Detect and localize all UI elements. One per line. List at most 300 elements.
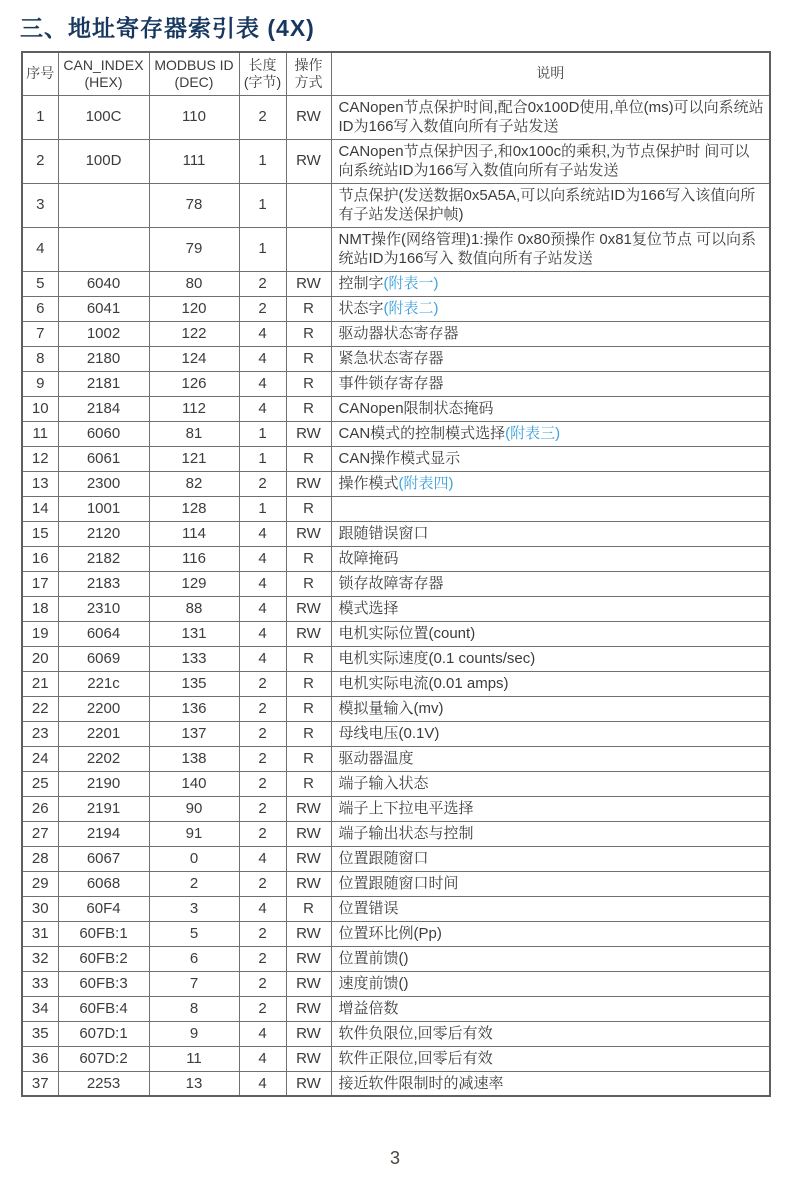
header-description	[331, 52, 770, 95]
header-operation-mode	[286, 52, 331, 95]
cell-operation-mode: RW	[286, 1046, 331, 1071]
cell-modbus-id: 88	[149, 596, 239, 621]
header-modbus-id	[149, 52, 239, 95]
cell-description	[331, 396, 770, 421]
cell-length: 4	[239, 321, 286, 346]
cell-operation-mode: RW	[286, 621, 331, 646]
cell-modbus-id: 8	[149, 996, 239, 1021]
cell-description	[331, 371, 770, 396]
cell-can-index: 6068	[58, 871, 149, 896]
cell-can-index: 1001	[58, 496, 149, 521]
cell-can-index: 2183	[58, 571, 149, 596]
cell-operation-mode: R	[286, 321, 331, 346]
cell-serial-number: 20	[22, 646, 58, 671]
cell-description	[331, 596, 770, 621]
description-text: 控制字	[338, 274, 384, 292]
cell-operation-mode: RW	[286, 871, 331, 896]
table-row	[22, 396, 770, 421]
cell-description	[331, 996, 770, 1021]
cell-can-index: 60F4	[58, 896, 149, 921]
cell-length: 1	[239, 183, 286, 227]
register-index-table	[21, 51, 771, 1097]
cell-operation-mode: R	[286, 746, 331, 771]
description-text: 紧急状态寄存器	[338, 349, 444, 367]
cell-length: 2	[239, 771, 286, 796]
cell-description	[331, 1021, 770, 1046]
cell-description	[331, 1046, 770, 1071]
cell-operation-mode: R	[286, 496, 331, 521]
cell-modbus-id: 9	[149, 1021, 239, 1046]
cell-description	[331, 321, 770, 346]
cell-serial-number: 1	[22, 95, 58, 139]
cell-can-index: 6067	[58, 846, 149, 871]
cell-description	[331, 671, 770, 696]
cell-can-index: 2194	[58, 821, 149, 846]
cell-description	[331, 1071, 770, 1096]
cell-serial-number: 5	[22, 271, 58, 296]
cell-modbus-id: 133	[149, 646, 239, 671]
cell-operation-mode: RW	[286, 521, 331, 546]
cell-description	[331, 946, 770, 971]
table-row	[22, 946, 770, 971]
cell-serial-number: 21	[22, 671, 58, 696]
table-row	[22, 1046, 770, 1071]
table-row	[22, 546, 770, 571]
appendix-link[interactable]: (附表一)	[383, 274, 439, 292]
cell-modbus-id: 138	[149, 746, 239, 771]
cell-modbus-id: 140	[149, 771, 239, 796]
cell-serial-number: 33	[22, 971, 58, 996]
cell-modbus-id: 80	[149, 271, 239, 296]
cell-modbus-id: 116	[149, 546, 239, 571]
description-text: 模拟量输入(mv)	[338, 699, 444, 717]
cell-serial-number: 12	[22, 446, 58, 471]
cell-operation-mode: R	[286, 896, 331, 921]
cell-can-index: 6069	[58, 646, 149, 671]
table-row	[22, 621, 770, 646]
cell-serial-number: 7	[22, 321, 58, 346]
cell-operation-mode: RW	[286, 996, 331, 1021]
cell-can-index: 6040	[58, 271, 149, 296]
cell-description	[331, 796, 770, 821]
cell-length: 1	[239, 227, 286, 271]
cell-description	[331, 846, 770, 871]
cell-can-index: 2310	[58, 596, 149, 621]
description-text: 电机实际速度(0.1 counts/sec)	[338, 649, 536, 667]
cell-can-index: 6060	[58, 421, 149, 446]
description-text: 软件负限位,回零后有效	[338, 1024, 493, 1042]
cell-length: 2	[239, 946, 286, 971]
cell-description	[331, 546, 770, 571]
cell-can-index: 2181	[58, 371, 149, 396]
cell-serial-number: 4	[22, 227, 58, 271]
description-text: 故障掩码	[338, 549, 399, 567]
cell-length: 2	[239, 996, 286, 1021]
cell-modbus-id: 5	[149, 921, 239, 946]
cell-length: 1	[239, 446, 286, 471]
header-text: (字节)	[243, 73, 282, 90]
cell-operation-mode	[286, 227, 331, 271]
description-text: 事件锁存寄存器	[338, 374, 444, 392]
cell-length: 4	[239, 596, 286, 621]
table-row	[22, 696, 770, 721]
cell-description	[331, 139, 770, 183]
cell-serial-number: 31	[22, 921, 58, 946]
cell-modbus-id: 128	[149, 496, 239, 521]
cell-modbus-id: 6	[149, 946, 239, 971]
cell-modbus-id: 110	[149, 95, 239, 139]
cell-modbus-id: 112	[149, 396, 239, 421]
cell-can-index: 2120	[58, 521, 149, 546]
cell-operation-mode: RW	[286, 971, 331, 996]
cell-length: 4	[239, 846, 286, 871]
cell-serial-number: 32	[22, 946, 58, 971]
cell-operation-mode: RW	[286, 139, 331, 183]
description-text: CAN操作模式显示	[338, 449, 461, 467]
cell-description	[331, 446, 770, 471]
cell-description	[331, 95, 770, 139]
cell-operation-mode: R	[286, 771, 331, 796]
header-text: (DEC)	[174, 73, 214, 90]
table-row	[22, 971, 770, 996]
cell-can-index: 2191	[58, 796, 149, 821]
header-can-index	[58, 52, 149, 95]
cell-serial-number: 14	[22, 496, 58, 521]
table-row	[22, 271, 770, 296]
cell-modbus-id: 121	[149, 446, 239, 471]
cell-operation-mode	[286, 183, 331, 227]
table-row	[22, 896, 770, 921]
cell-description	[331, 821, 770, 846]
appendix-link[interactable]: (附表四)	[398, 474, 454, 492]
cell-operation-mode: RW	[286, 796, 331, 821]
cell-operation-mode: RW	[286, 271, 331, 296]
cell-serial-number: 26	[22, 796, 58, 821]
cell-modbus-id: 82	[149, 471, 239, 496]
cell-modbus-id: 3	[149, 896, 239, 921]
cell-can-index: 100C	[58, 95, 149, 139]
cell-serial-number: 29	[22, 871, 58, 896]
cell-operation-mode: RW	[286, 846, 331, 871]
description-text: 速度前馈()	[338, 974, 409, 992]
cell-operation-mode: RW	[286, 821, 331, 846]
description-text: NMT操作(网络管理)1:操作 0x80预操作 0x81复位节点 可以向系统站ID为166写入 数值向所有子站发送	[338, 230, 757, 267]
cell-modbus-id: 122	[149, 321, 239, 346]
table-row	[22, 296, 770, 321]
cell-can-index	[58, 183, 149, 227]
cell-description	[331, 271, 770, 296]
header-length	[239, 52, 286, 95]
cell-modbus-id: 114	[149, 521, 239, 546]
description-text: 端子上下拉电平选择	[338, 799, 474, 817]
cell-length: 4	[239, 546, 286, 571]
cell-serial-number: 24	[22, 746, 58, 771]
cell-description	[331, 346, 770, 371]
table-row	[22, 446, 770, 471]
cell-operation-mode: R	[286, 346, 331, 371]
table-row	[22, 646, 770, 671]
appendix-link[interactable]: (附表三)	[505, 424, 561, 442]
cell-serial-number: 37	[22, 1071, 58, 1096]
description-text: 增益倍数	[338, 999, 399, 1017]
description-text: 电机实际位置(count)	[338, 624, 476, 642]
cell-description	[331, 746, 770, 771]
table-row	[22, 471, 770, 496]
cell-length: 2	[239, 971, 286, 996]
description-text: 软件正限位,回零后有效	[338, 1049, 493, 1067]
cell-serial-number: 3	[22, 183, 58, 227]
cell-modbus-id: 126	[149, 371, 239, 396]
cell-length: 2	[239, 671, 286, 696]
cell-length: 2	[239, 746, 286, 771]
description-text: 模式选择	[338, 599, 399, 617]
description-text: 跟随错误窗口	[338, 524, 429, 542]
cell-serial-number: 22	[22, 696, 58, 721]
page-number: 3	[389, 1148, 400, 1168]
cell-serial-number: 8	[22, 346, 58, 371]
cell-serial-number: 10	[22, 396, 58, 421]
description-text: 驱动器温度	[338, 749, 414, 767]
cell-length: 4	[239, 521, 286, 546]
description-text: 位置跟随窗口	[338, 849, 429, 867]
description-text: 位置前馈()	[338, 949, 409, 967]
cell-description	[331, 296, 770, 321]
cell-operation-mode: R	[286, 396, 331, 421]
cell-length: 2	[239, 721, 286, 746]
cell-serial-number: 28	[22, 846, 58, 871]
table-row	[22, 227, 770, 271]
cell-serial-number: 36	[22, 1046, 58, 1071]
cell-modbus-id: 135	[149, 671, 239, 696]
table-row	[22, 996, 770, 1021]
cell-description	[331, 696, 770, 721]
table-row	[22, 346, 770, 371]
cell-can-index: 2200	[58, 696, 149, 721]
description-text: 端子输入状态	[338, 774, 429, 792]
description-text: 端子输出状态与控制	[338, 824, 474, 842]
table-row	[22, 321, 770, 346]
cell-can-index: 2180	[58, 346, 149, 371]
description-text: CANopen节点保护时间,配合0x100D使用,单位(ms)可以向系统站ID为166写入数值向所有子站发送	[338, 98, 764, 135]
table-row	[22, 821, 770, 846]
cell-description	[331, 521, 770, 546]
cell-operation-mode: RW	[286, 421, 331, 446]
cell-can-index: 2300	[58, 471, 149, 496]
cell-can-index: 60FB:3	[58, 971, 149, 996]
cell-description	[331, 896, 770, 921]
description-text: 母线电压(0.1V)	[338, 724, 440, 742]
cell-description	[331, 183, 770, 227]
cell-can-index: 60FB:4	[58, 996, 149, 1021]
cell-operation-mode: R	[286, 646, 331, 671]
description-text: 位置错误	[338, 899, 399, 917]
cell-length: 4	[239, 396, 286, 421]
header-text: CAN_INDEX	[63, 56, 144, 73]
table-header-row	[22, 52, 770, 95]
description-text: CAN模式的控制模式选择	[338, 424, 506, 442]
table-row	[22, 183, 770, 227]
cell-can-index: 2253	[58, 1071, 149, 1096]
cell-length: 2	[239, 921, 286, 946]
table-row	[22, 721, 770, 746]
header-text: 操作	[294, 56, 323, 73]
cell-operation-mode: R	[286, 571, 331, 596]
cell-can-index: 2182	[58, 546, 149, 571]
cell-operation-mode: RW	[286, 1071, 331, 1096]
cell-operation-mode: RW	[286, 921, 331, 946]
cell-serial-number: 23	[22, 721, 58, 746]
cell-description	[331, 496, 770, 521]
cell-serial-number: 18	[22, 596, 58, 621]
cell-description	[331, 421, 770, 446]
cell-modbus-id: 2	[149, 871, 239, 896]
cell-modbus-id: 136	[149, 696, 239, 721]
header-serial-number	[22, 52, 58, 95]
cell-length: 4	[239, 646, 286, 671]
description-text: 位置跟随窗口时间	[338, 874, 459, 892]
table-row	[22, 921, 770, 946]
cell-operation-mode: R	[286, 696, 331, 721]
cell-operation-mode: R	[286, 371, 331, 396]
cell-description	[331, 621, 770, 646]
cell-operation-mode: RW	[286, 596, 331, 621]
header-text: MODBUS ID	[154, 56, 234, 73]
cell-operation-mode: R	[286, 446, 331, 471]
cell-serial-number: 13	[22, 471, 58, 496]
description-text: 锁存故障寄存器	[338, 574, 444, 592]
cell-modbus-id: 13	[149, 1071, 239, 1096]
cell-description	[331, 971, 770, 996]
cell-operation-mode: R	[286, 671, 331, 696]
cell-length: 4	[239, 896, 286, 921]
appendix-link[interactable]: (附表二)	[383, 299, 439, 317]
table-row	[22, 846, 770, 871]
cell-serial-number: 11	[22, 421, 58, 446]
cell-serial-number: 35	[22, 1021, 58, 1046]
cell-length: 2	[239, 871, 286, 896]
cell-can-index: 6064	[58, 621, 149, 646]
cell-description	[331, 471, 770, 496]
cell-modbus-id: 90	[149, 796, 239, 821]
header-text: 长度	[248, 56, 277, 73]
description-text: 驱动器状态寄存器	[338, 324, 459, 342]
cell-can-index: 2202	[58, 746, 149, 771]
cell-serial-number: 30	[22, 896, 58, 921]
cell-modbus-id: 0	[149, 846, 239, 871]
cell-can-index: 6041	[58, 296, 149, 321]
cell-length: 4	[239, 1071, 286, 1096]
cell-operation-mode: RW	[286, 95, 331, 139]
cell-can-index: 2201	[58, 721, 149, 746]
cell-can-index: 607D:2	[58, 1046, 149, 1071]
cell-description	[331, 571, 770, 596]
description-text: 操作模式	[338, 474, 399, 492]
cell-serial-number: 34	[22, 996, 58, 1021]
cell-serial-number: 25	[22, 771, 58, 796]
cell-serial-number: 9	[22, 371, 58, 396]
cell-can-index: 607D:1	[58, 1021, 149, 1046]
description-text: 电机实际电流(0.01 amps)	[338, 674, 509, 692]
header-text: (HEX)	[84, 73, 123, 90]
cell-length: 2	[239, 471, 286, 496]
cell-can-index: 60FB:2	[58, 946, 149, 971]
description-text: 接近软件限制时的减速率	[338, 1074, 504, 1092]
cell-length: 4	[239, 1046, 286, 1071]
page-title: 三、地址寄存器索引表 (4X)	[20, 15, 315, 41]
table-row	[22, 596, 770, 621]
cell-modbus-id: 129	[149, 571, 239, 596]
cell-modbus-id: 111	[149, 139, 239, 183]
description-text: CANopen限制状态掩码	[338, 399, 494, 417]
cell-modbus-id: 79	[149, 227, 239, 271]
description-text: CANopen节点保护因子,和0x100c的乘积,为节点保护时 间可以向系统站ID为166写入数值向所有子站发送	[338, 142, 750, 179]
description-text: 位置环比例(Pp)	[338, 924, 442, 942]
cell-modbus-id: 78	[149, 183, 239, 227]
description-text: 状态字	[338, 299, 384, 317]
cell-length: 2	[239, 821, 286, 846]
table-row	[22, 139, 770, 183]
cell-description	[331, 646, 770, 671]
table-row	[22, 95, 770, 139]
table-row	[22, 1021, 770, 1046]
table-row	[22, 746, 770, 771]
table-row	[22, 1071, 770, 1096]
header-text: 序号	[26, 65, 55, 82]
table-row	[22, 771, 770, 796]
cell-serial-number: 27	[22, 821, 58, 846]
cell-operation-mode: R	[286, 721, 331, 746]
cell-operation-mode: R	[286, 546, 331, 571]
cell-can-index: 100D	[58, 139, 149, 183]
cell-length: 4	[239, 621, 286, 646]
table-row	[22, 521, 770, 546]
header-text: 方式	[294, 73, 323, 90]
table-row	[22, 571, 770, 596]
cell-can-index: 221c	[58, 671, 149, 696]
table-row	[22, 371, 770, 396]
cell-can-index	[58, 227, 149, 271]
table-row	[22, 671, 770, 696]
cell-modbus-id: 7	[149, 971, 239, 996]
cell-length: 4	[239, 1021, 286, 1046]
cell-length: 2	[239, 696, 286, 721]
cell-length: 4	[239, 371, 286, 396]
cell-serial-number: 6	[22, 296, 58, 321]
cell-serial-number: 15	[22, 521, 58, 546]
cell-length: 1	[239, 496, 286, 521]
table-row	[22, 871, 770, 896]
header-text: 说明	[536, 65, 565, 82]
cell-modbus-id: 120	[149, 296, 239, 321]
cell-length: 1	[239, 421, 286, 446]
cell-length: 1	[239, 139, 286, 183]
cell-length: 2	[239, 95, 286, 139]
cell-description	[331, 771, 770, 796]
table-row	[22, 796, 770, 821]
cell-length: 4	[239, 571, 286, 596]
cell-modbus-id: 11	[149, 1046, 239, 1071]
cell-serial-number: 19	[22, 621, 58, 646]
cell-description	[331, 871, 770, 896]
description-text: 节点保护(发送数据0x5A5A,可以向系统站ID为166写入该值向所有子站发送保护帧)	[338, 186, 756, 223]
cell-modbus-id: 81	[149, 421, 239, 446]
cell-serial-number: 17	[22, 571, 58, 596]
cell-can-index: 60FB:1	[58, 921, 149, 946]
cell-modbus-id: 91	[149, 821, 239, 846]
cell-description	[331, 721, 770, 746]
cell-can-index: 1002	[58, 321, 149, 346]
cell-modbus-id: 137	[149, 721, 239, 746]
